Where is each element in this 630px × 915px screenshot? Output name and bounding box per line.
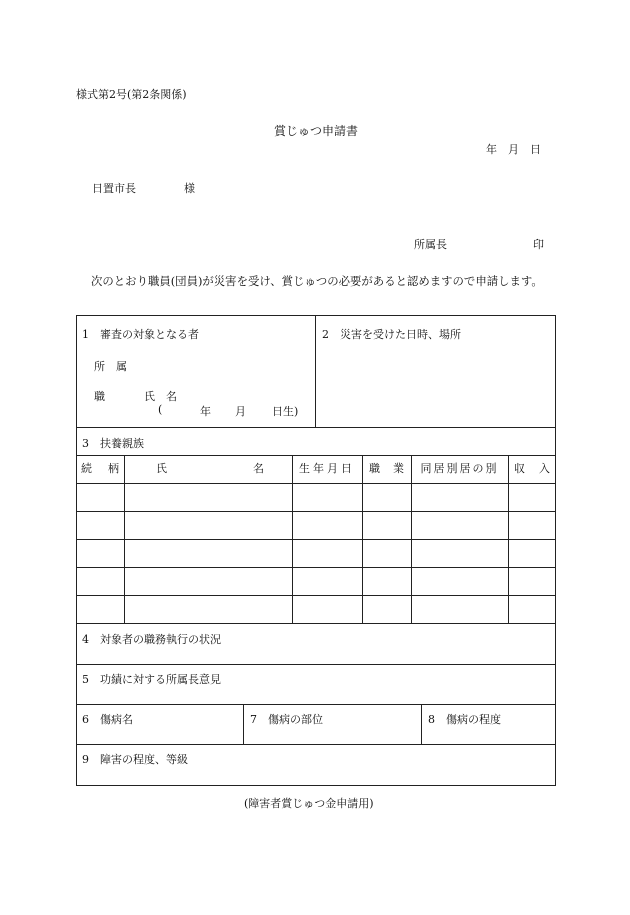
col-header-name bbox=[124, 455, 292, 483]
table-row[interactable] bbox=[77, 568, 555, 595]
honorific: 様 bbox=[184, 182, 195, 195]
section3-heading: 3 扶養親族 bbox=[82, 437, 144, 450]
col-header-occupation-char1: 職 bbox=[369, 462, 380, 475]
col-header-birthdate: 生年月日 bbox=[299, 462, 355, 475]
col-header-income-char2: 入 bbox=[539, 462, 550, 475]
col-header-name-char2: 名 bbox=[253, 462, 264, 475]
name-label: 氏 名 bbox=[144, 390, 177, 403]
addressee: 日置市長 bbox=[92, 182, 136, 195]
intro-text: 次のとおり職員(団員)が災害を受け、賞じゅつの必要があると認めますので申請します。 bbox=[91, 274, 543, 288]
birth-day-label: 日生) bbox=[272, 405, 299, 418]
date-line: 年 月 日 bbox=[486, 143, 541, 156]
table-row[interactable] bbox=[77, 596, 555, 623]
birth-month-label: 月 bbox=[235, 405, 246, 418]
table-row[interactable] bbox=[77, 512, 555, 539]
position-label: 職 bbox=[94, 390, 105, 403]
table-row[interactable] bbox=[77, 540, 555, 567]
col-header-occupation-char2: 業 bbox=[393, 462, 404, 475]
section2-heading: 2 災害を受けた日時、場所 bbox=[322, 328, 461, 341]
section9-heading: 9 障害の程度、等級 bbox=[82, 753, 188, 766]
section6-heading: 6 傷病名 bbox=[82, 713, 133, 726]
affiliation-label: 所 属 bbox=[94, 360, 127, 373]
document-title: 賞じゅつ申請書 bbox=[274, 124, 359, 138]
col-header-relation bbox=[76, 455, 124, 483]
section7-heading: 7 傷病の部位 bbox=[250, 713, 323, 726]
birth-year-label: 年 bbox=[200, 405, 211, 418]
col-header-income-char1: 収 bbox=[514, 462, 525, 475]
section1-heading: 1 審査の対象となる者 bbox=[82, 328, 199, 341]
table-row[interactable] bbox=[77, 484, 555, 511]
footer-note: (障害者賞じゅつ金申請用) bbox=[244, 797, 374, 810]
applicant-label: 所属長 bbox=[414, 238, 447, 251]
col-header-relation-char2: 柄 bbox=[108, 462, 119, 475]
col-header-occupation bbox=[362, 455, 411, 483]
birth-open-paren: ( bbox=[158, 403, 163, 416]
col-header-name-char1: 氏 bbox=[156, 462, 167, 475]
col-header-cohabitation: 同居別居の別 bbox=[420, 462, 499, 475]
col-header-relation-char1: 続 bbox=[81, 462, 92, 475]
application-form-table bbox=[76, 315, 556, 786]
section8-heading: 8 傷病の程度 bbox=[428, 713, 501, 726]
col-header-income bbox=[508, 455, 556, 483]
section4-heading: 4 対象者の職務執行の状況 bbox=[82, 633, 221, 646]
seal-label: 印 bbox=[533, 238, 544, 251]
form-number: 様式第2号(第2条関係) bbox=[76, 88, 187, 101]
section5-heading: 5 功績に対する所属長意見 bbox=[82, 673, 221, 686]
